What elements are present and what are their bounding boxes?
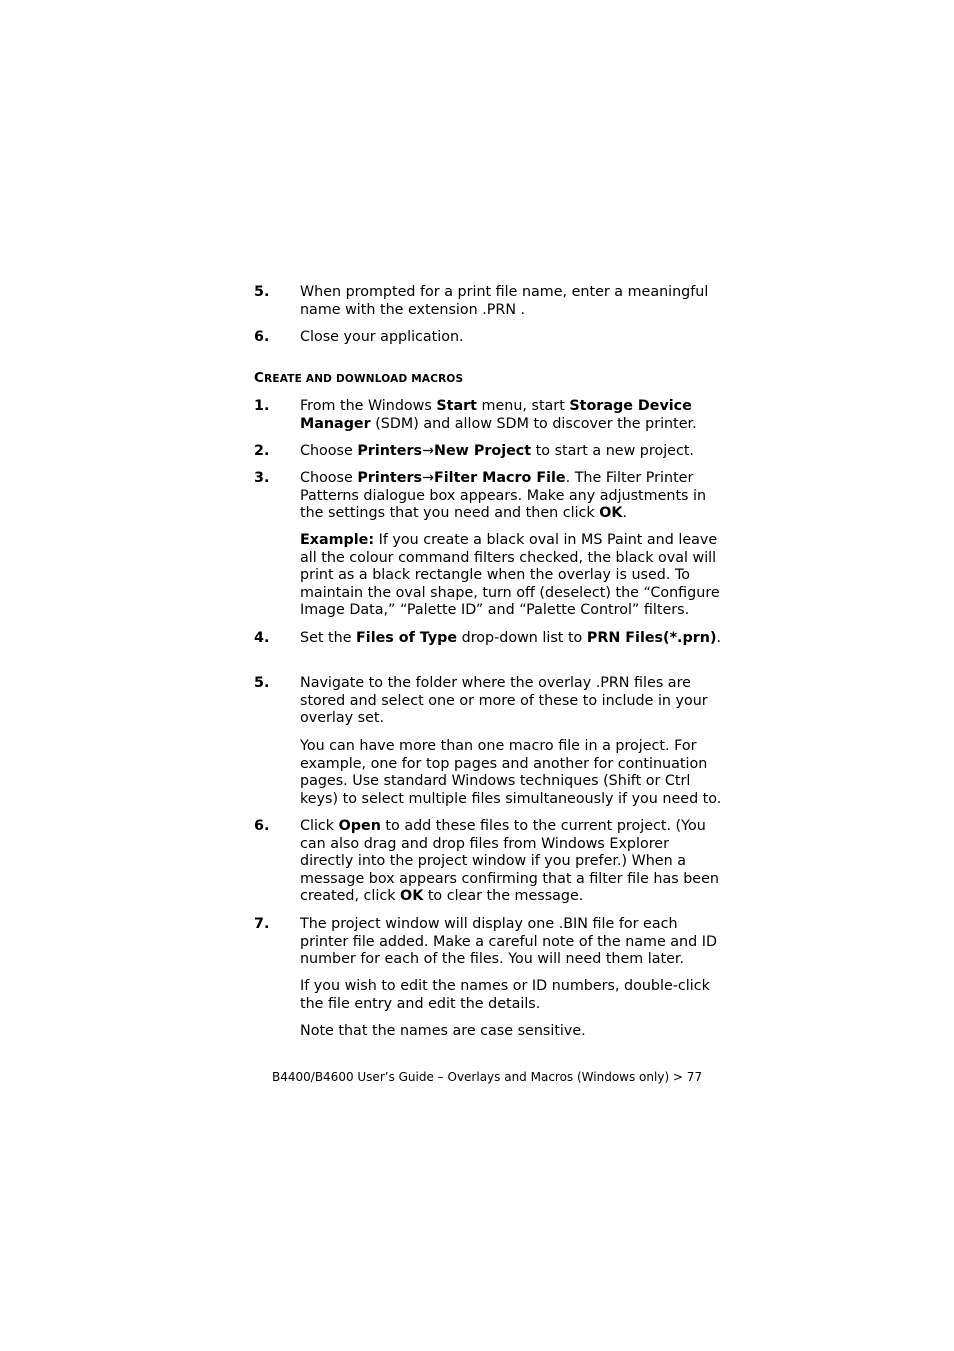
step-number: 1. — [254, 398, 270, 414]
step-number: 5. — [254, 675, 270, 691]
list-item — [254, 398, 726, 433]
list-item — [254, 916, 726, 969]
step-text: Click Open to add these files to the current project. (You can also drag and drop files from Windows Explorer directly into the project window if you prefer.) When a message box appears confirming that a filter file has been created, click OK to clear the message. — [300, 818, 719, 905]
step-text: The project window will display one .BIN file for each printer file added. Make a careful note of the name and ID number for each of the files. You will need them later. — [300, 916, 717, 968]
step-text: Navigate to the folder where the overlay .PRN files are stored and select one or more of these to include in your overlay set. — [300, 675, 708, 727]
step-number: 2. — [254, 443, 270, 459]
note-paragraph: You can have more than one macro file in a project. For example, one for top pages and another for continuation pages. Use standard Windows techniques (Shift or Ctrl keys) to select multiple files simultaneously if you need to. — [300, 738, 722, 807]
list-item — [254, 675, 726, 728]
note-paragraph: If you wish to edit the names or ID numbers, double-click the file entry and edit the details. — [300, 978, 710, 1012]
step-text: Choose Printers→Filter Macro File. The Filter Printer Patterns dialogue box appears. Make any adjustments in the settings that you need and then click OK. — [300, 470, 707, 522]
step-number: 6. — [254, 818, 270, 834]
arrow-icon: → — [422, 470, 435, 486]
arrow-icon: → — [422, 443, 435, 459]
section-heading: CREATE AND DOWNLOAD MACROS — [254, 370, 464, 386]
step-number: 4. — [254, 630, 270, 646]
step-number: 5. — [254, 284, 270, 300]
step-number: 6. — [254, 329, 270, 345]
step-text: Set the Files of Type drop-down list to PRN Files(*.prn). — [300, 630, 722, 646]
step-number: 3. — [254, 470, 270, 486]
step-text: Close your application. — [300, 329, 464, 345]
example-paragraph: Example: If you create a black oval in MS Paint and leave all the colour command filters checked, the black oval will print as a black rectangle when the overlay is used. To maintain the oval shape, turn off (deselect) the “Configure Image Data,” “Palette ID” and “Palette Control” filters. — [300, 532, 720, 619]
list-item — [254, 630, 726, 648]
step-text: From the Windows Start menu, start Storage Device Manager (SDM) and allow SDM to discover the printer. — [300, 398, 697, 432]
step-number: 7. — [254, 916, 270, 932]
list-item — [254, 470, 726, 523]
list-item — [254, 443, 726, 461]
list-item — [254, 329, 726, 347]
step-text: When prompted for a print file name, enter a meaningful name with the extension .PRN . — [300, 284, 709, 318]
step-text: Choose Printers→New Project to start a new project. — [300, 443, 694, 459]
list-item — [254, 818, 726, 906]
list-item — [254, 284, 726, 319]
page-footer: B4400/B4600 User’s Guide – Overlays and Macros (Windows only) > 77 — [272, 1070, 703, 1084]
note-paragraph: Note that the names are case sensitive. — [300, 1023, 586, 1039]
